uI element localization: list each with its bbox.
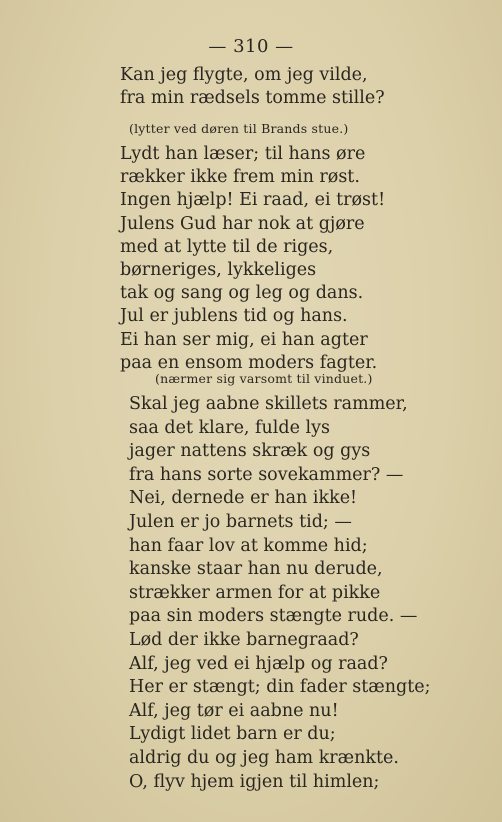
verse-block-3 (129, 393, 431, 794)
verse-line: Ei han ser mig, ei han agter (120, 329, 368, 350)
verse-line: Alf, jeg ved ei hjælp og raad? (129, 653, 388, 674)
verse-line: kanske staar han nu derude, (129, 559, 383, 580)
verse-line: O, flyv hjem igjen til himlen; (129, 771, 380, 792)
verse-line: saa det klare, fulde lys (129, 417, 330, 438)
verse-line: han faar lov at komme hid; (129, 535, 368, 556)
verse-block-1 (120, 64, 385, 110)
verse-line: Ingen hjælp! Ei raad, ei trøst! (120, 190, 386, 211)
stage-direction-2: (nærmer sig varsomt til vinduet.) (155, 371, 373, 386)
verse-line: rækker ikke frem min røst. (120, 167, 360, 188)
verse-line: paa sin moders stængte rude. — (129, 606, 418, 627)
stage-direction-1: (lytter ved døren til Brands stue.) (129, 121, 349, 136)
verse-line: Julens Gud har nok at gjøre (120, 213, 365, 234)
verse-line: Skal jeg aabne skillets rammer, (129, 394, 408, 414)
verse-line: aldrig du og jeg ham krænkte. (129, 747, 399, 768)
verse-line: Lydigt lidet barn er du; (129, 724, 336, 745)
verse-line: paa en ensom moders fagter. (120, 352, 378, 373)
verse-line: tak og sang og leg og dans. (120, 283, 364, 304)
verse-line: Jul er jublens tid og hans. (120, 306, 348, 327)
verse-line: Her er stængt; din fader stængte; (129, 677, 431, 698)
verse-line: Kan jeg flygte, om jeg vilde, (120, 65, 368, 85)
verse-line: strækker armen for at pikke (129, 582, 381, 603)
page-number: — 310 — (208, 36, 294, 57)
verse-line: Lød der ikke barnegraad? (129, 629, 359, 650)
verse-line: jager nattens skræk og gys (129, 441, 371, 462)
verse-line: Julen er jo barnets tid; — (129, 511, 352, 532)
verse-line: Alf, jeg tør ei aabne nu! (129, 700, 339, 721)
verse-line: med at lytte til de riges, (120, 236, 334, 257)
verse-line: fra hans sorte sovekammer? — (129, 464, 404, 485)
verse-line: Nei, dernede er han ikke! (129, 488, 358, 509)
verse-line: Lydt han læser; til hans øre (120, 144, 366, 164)
verse-line: børneriges, lykkeliges (120, 259, 317, 280)
verse-block-2 (120, 143, 385, 375)
verse-line: fra min rædsels tomme stille? (120, 88, 385, 109)
